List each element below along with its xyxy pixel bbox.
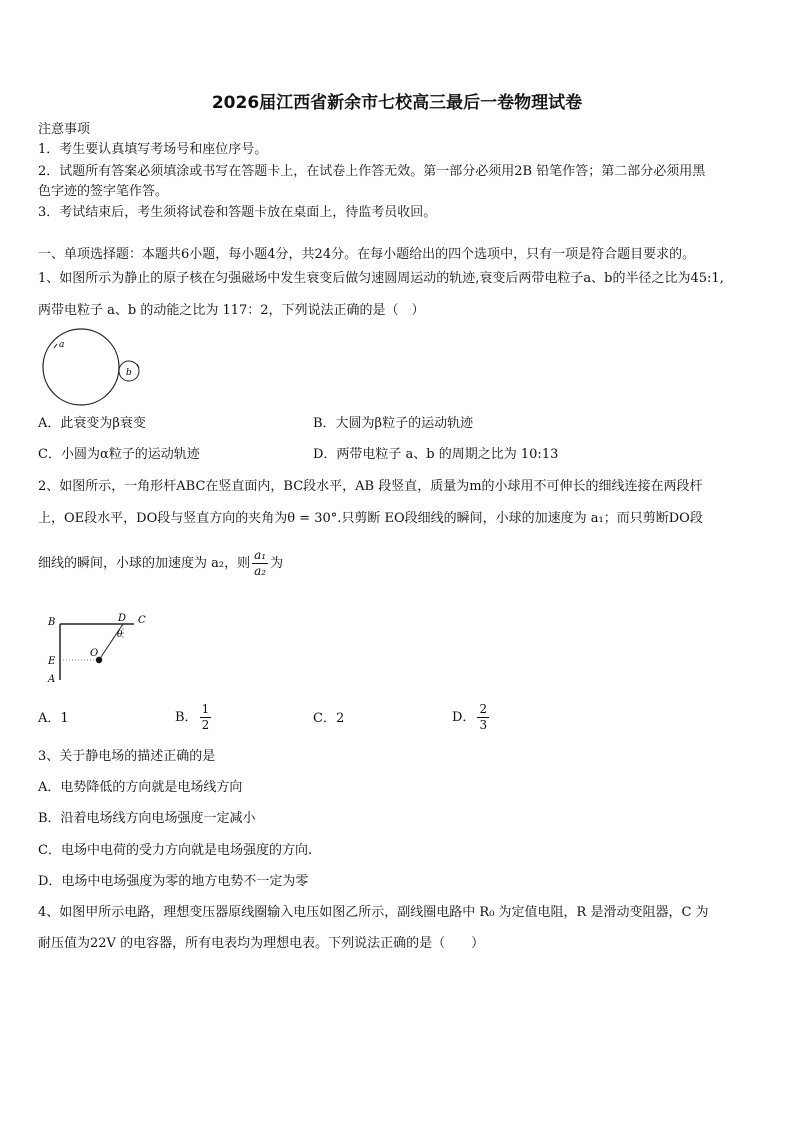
q4-stem-line1: 4、如图甲所示电路，理想变压器原线圈输入电压如图乙所示，副线圈电路中 R₀ 为定值电阻，R 是滑动变阻器，C 为 — [38, 905, 709, 920]
q2-ratio-denominator: a₂ — [254, 564, 267, 578]
q2-option-b-fraction — [200, 702, 212, 733]
q3-option-b: B．沿着电场线方向电场强度一定减小 — [38, 811, 256, 826]
page-title: 2026届江西省新余市七校高三最后一卷物理试卷 — [211, 93, 583, 113]
notice-item-2: 2．试题所有答案必须填涂或书写在答题卡上，在试卷上作答无效。第一部分必须用2B 铅笔作答；第二部分必须用黑 — [38, 164, 706, 179]
label-a: A — [48, 674, 56, 685]
q2-option-d-fraction — [477, 702, 489, 733]
notice-heading: 注意事项 — [38, 122, 91, 137]
label-e: E — [48, 656, 56, 667]
q3-option-a: A．电势降低的方向就是电场线方向 — [38, 780, 243, 795]
q3-stem: 3、关于静电场的描述正确的是 — [38, 749, 216, 764]
q4-stem-line2: 耐压值为22V 的电容器，所有电表均为理想电表。下列说法正确的是（ ） — [38, 936, 485, 951]
q1-stem-line2: 两带电粒子 a、b 的动能之比为 117：2，下列说法正确的是（ ） — [38, 303, 425, 318]
label-theta: θ — [117, 630, 123, 640]
q1-option-c: C．小圆为α粒子的运动轨迹 — [38, 447, 200, 462]
label-o: O — [90, 648, 99, 659]
notice-item-3: 3．考试结束后，考生须将试卷和答题卡放在桌面上，待监考员收回。 — [38, 205, 437, 220]
label-b: B — [48, 617, 56, 628]
q1-stem-line1: 1、如图所示为静止的原子核在匀强磁场中发生衰变后做匀速圆周运动的轨迹,衰变后两带电粒子a、b的半径之比为45:1, — [38, 271, 724, 286]
section-heading: 一、单项选择题：本题共6小题，每小题4分，共24分。在每小题给出的四个选项中，只有一项是符合题目要求的。 — [38, 247, 696, 262]
q2-option-d-numerator: 2 — [479, 702, 488, 716]
notice-item-1: 1．考生要认真填写考场号和座位序号。 — [38, 142, 268, 157]
label-d: D — [118, 613, 127, 624]
q2-option-c: C．2 — [313, 711, 345, 726]
large-circle — [43, 329, 119, 405]
q2-stem-line1: 2、如图所示，一角形杆ABC在竖直面内，BC段水平，AB 段竖直，质量为m的小球用不可伸长的细线连接在两段杆 — [38, 479, 703, 494]
label-b: b — [126, 368, 132, 378]
q3-option-d: D．电场中电场强度为零的地方电势不一定为零 — [38, 874, 309, 889]
q2-option-d-label: D． — [452, 710, 476, 725]
q2-rod-diagram — [44, 612, 154, 687]
q2-stem-line3-suffix: 为 — [270, 556, 284, 571]
q2-stem-line3 — [38, 548, 283, 579]
notice-item-2-cont: 色字迹的签字笔作答。 — [38, 184, 169, 199]
label-c: C — [138, 615, 146, 626]
q3-option-c: C．电场中电荷的受力方向就是电场强度的方向. — [38, 843, 313, 858]
q1-trajectory-diagram — [40, 328, 150, 408]
q1-option-d: D．两带电粒子 a、b 的周期之比为 10:13 — [313, 447, 559, 462]
q2-stem-line3-prefix: 细线的瞬间，小球的加速度为 a₂，则 — [38, 556, 251, 571]
q2-option-b — [175, 702, 213, 733]
q1-option-b: B．大圆为β粒子的运动轨迹 — [313, 416, 474, 431]
q2-option-b-denominator: 2 — [201, 718, 210, 732]
q2-option-d — [452, 702, 491, 733]
q2-option-d-denominator: 3 — [479, 718, 488, 732]
q2-option-b-label: B． — [175, 710, 198, 725]
q2-ratio-numerator: a₁ — [254, 548, 267, 562]
q1-option-a: A．此衰变为β衰变 — [38, 416, 146, 431]
label-a: a — [59, 340, 65, 350]
q2-stem-line2: 上，OE段水平，DO段与竖直方向的夹角为θ = 30°.只剪断 EO段细线的瞬间，小球的加速度为 a₁；而只剪断DO段 — [38, 511, 703, 526]
q2-option-b-numerator: 1 — [201, 702, 210, 716]
q2-ratio-fraction — [252, 548, 268, 579]
q2-option-a: A．1 — [38, 711, 69, 726]
